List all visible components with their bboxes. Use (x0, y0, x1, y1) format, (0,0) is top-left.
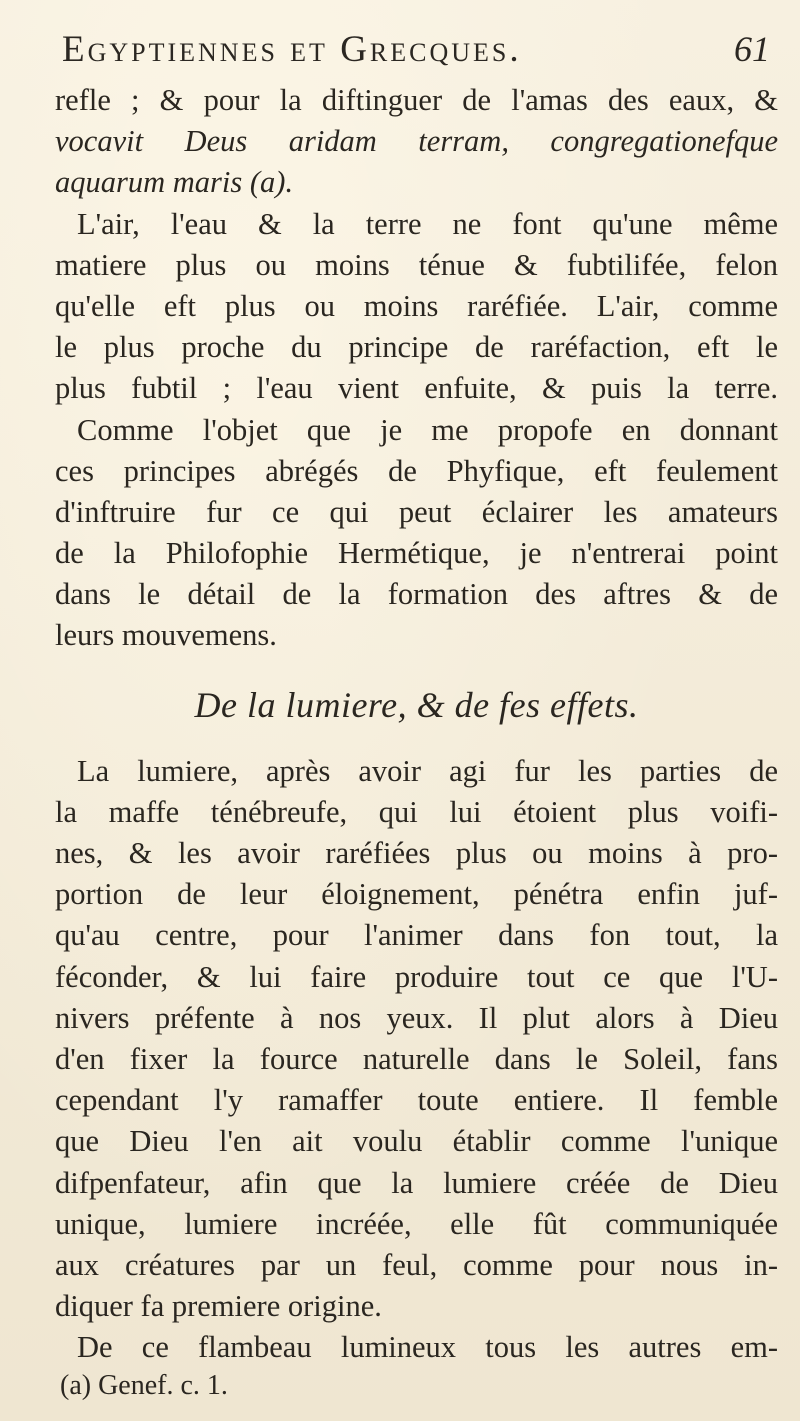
text-line: L'air, l'eau & la terre ne font qu'une même (77, 206, 778, 241)
text-line: unique, lumiere incréée, elle fût communiquée (55, 1206, 778, 1241)
text-line: qu'au centre, pour l'animer dans fon tout, la (55, 918, 778, 953)
text-line: la maffe ténébreufe, qui lui étoient plus voifi- (55, 794, 778, 829)
text-line: qu'elle eft plus ou moins raréfiée. L'air, comme (55, 288, 778, 323)
text-line: dans le détail de la formation des aftres & de (55, 577, 778, 612)
text-line: Comme l'objet que je me propofe en donnant (77, 412, 778, 447)
text-line: portion de leur éloignement, pénétra enfin juf- (55, 877, 778, 912)
running-title: Egyptiennes et Grecques. (62, 29, 522, 70)
text-line: De ce flambeau lumineux tous les autres em- (77, 1330, 778, 1365)
text-line: refle ; & pour la diftinguer de l'amas des eaux, & (55, 83, 778, 117)
text-line: que Dieu l'en ait voulu établir comme l'unique (55, 1124, 778, 1159)
text-line: aux créatures par un feul, comme pour nous in- (55, 1247, 778, 1282)
text-line: nes, & les avoir raréfiées plus ou moins à pro- (55, 836, 778, 870)
running-header (62, 28, 770, 84)
text-line: La lumiere, après avoir agi fur les parties de (77, 753, 778, 788)
text-line: difpenfateur, afin que la lumiere créée de Dieu (55, 1165, 778, 1200)
section-heading: De la lumiere, & de fes effets. (194, 684, 639, 725)
text-line: cependant l'y ramaffer toute entiere. Il femble (55, 1083, 778, 1118)
text-line: matiere plus ou moins ténue & fubtilifée, felon (55, 247, 778, 282)
text-line: diquer fa premiere origine. (55, 1289, 382, 1324)
text-line-latin: vocavit Deus aridam terram, congregationefque (55, 124, 778, 159)
text-line: plus fubtil ; l'eau vient enfuite, & puis la terre. (55, 371, 778, 406)
text-line: leurs mouvemens. (55, 618, 277, 653)
text-line: nivers préfente à nos yeux. Il plut alors à Dieu (55, 1000, 778, 1035)
text-line: le plus proche du principe de raréfaction, eft le (55, 330, 778, 365)
text-line: ces principes abrégés de Phyfique, eft feulement (55, 453, 778, 488)
footnote: (a) Genef. c. 1. (60, 1370, 228, 1401)
text-line: de la Philofophie Hermétique, je n'entrerai point (55, 536, 778, 571)
text-line: d'inftruire fur ce qui peut éclairer les amateurs (55, 494, 778, 529)
body-text (55, 80, 778, 1368)
page-number: 61 (734, 29, 770, 69)
text-line: féconder, & lui faire produire tout ce que l'U- (55, 959, 778, 994)
text-line-latin: aquarum maris (a). (55, 165, 294, 200)
text-line: d'en fixer la fource naturelle dans le Soleil, fans (55, 1041, 778, 1076)
